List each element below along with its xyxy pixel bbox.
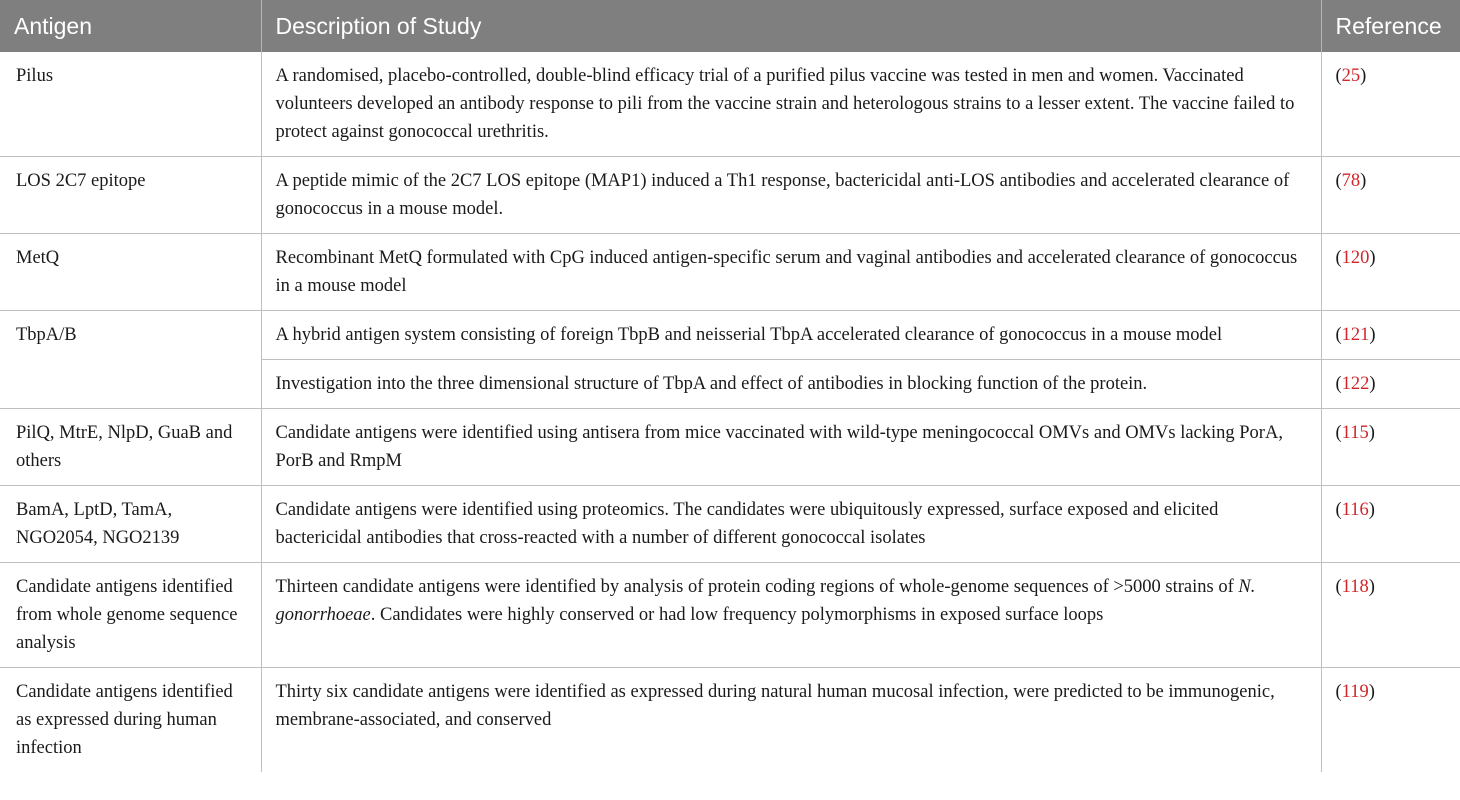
reference-link[interactable]: 121 (1341, 325, 1370, 345)
table-row (0, 157, 1460, 234)
description-cell: Investigation into the three dimensional structure of TbpA and effect of antibodies in blocking function of the protein. (261, 360, 1321, 409)
antigen-cell: PilQ, MtrE, NlpD, GuaB and others (0, 409, 261, 486)
antigen-cell: MetQ (0, 234, 261, 311)
table-row (0, 234, 1460, 311)
antigen-cell: TbpA/B (0, 311, 261, 409)
description-text: Thirteen candidate antigens were identified by analysis of protein coding regions of whole-genome sequences of >5000 strains of (275, 577, 1239, 597)
table-row (0, 563, 1460, 668)
reference-link[interactable]: 25 (1341, 66, 1361, 86)
table-row (0, 52, 1460, 157)
antigen-cell: Pilus (0, 52, 261, 157)
reference-link[interactable]: 116 (1341, 500, 1369, 520)
reference-cell: (78) (1321, 157, 1460, 234)
antigen-cell: Candidate antigens identified from whole genome sequence analysis (0, 563, 261, 668)
table-header-row (0, 0, 1460, 52)
header-antigen: Antigen (0, 0, 261, 52)
table-row (0, 311, 1460, 360)
description-text: . Candidates were highly conserved or had low frequency polymorphisms in exposed surface loops (370, 605, 1104, 625)
description-cell: Recombinant MetQ formulated with CpG induced antigen-specific serum and vaginal antibodies and accelerated clearance of gonococcus in a mouse model (261, 234, 1321, 311)
species-name: N. gonorrhoeae (275, 577, 1256, 625)
reference-link[interactable]: 119 (1341, 682, 1369, 702)
reference-cell: (115) (1321, 409, 1460, 486)
reference-cell: (116) (1321, 486, 1460, 563)
reference-cell: (120) (1321, 234, 1460, 311)
description-cell: Candidate antigens were identified using proteomics. The candidates were ubiquitously expressed, surface exposed and elicited bactericidal antibodies that cross-reacted with a number of different gonococcal isolates (261, 486, 1321, 563)
description-cell: A peptide mimic of the 2C7 LOS epitope (MAP1) induced a Th1 response, bactericidal anti-LOS antibodies and accelerated clearance of gonococcus in a mouse model. (261, 157, 1321, 234)
reference-link[interactable]: 120 (1341, 248, 1370, 268)
reference-link[interactable]: 78 (1341, 171, 1361, 191)
description-cell: A hybrid antigen system consisting of foreign TbpB and neisserial TbpA accelerated clearance of gonococcus in a mouse model (261, 311, 1321, 360)
reference-cell: (118) (1321, 563, 1460, 668)
description-cell: A randomised, placebo-controlled, double-blind efficacy trial of a purified pilus vaccine was tested in men and women. Vaccinated volunteers developed an antibody response to pili from the vaccine strain and heterologous strains to a lesser extent. The vaccine failed to protect against gonococcal urethritis. (261, 52, 1321, 157)
description-cell: Candidate antigens were identified using antisera from mice vaccinated with wild-type meningococcal OMVs and OMVs lacking PorA, PorB and RmpM (261, 409, 1321, 486)
antigen-cell: Candidate antigens identified as expressed during human infection (0, 668, 261, 773)
reference-cell: (119) (1335, 682, 1375, 702)
reference-link[interactable]: 122 (1341, 374, 1370, 394)
description-cell: Thirty six candidate antigens were identified as expressed during natural human mucosal infection, were predicted to be immunogenic, membrane-associated, and conserved (261, 668, 1321, 773)
reference-cell: (121) (1321, 311, 1460, 360)
reference-cell: (25) (1321, 52, 1460, 157)
reference-link[interactable]: 118 (1341, 577, 1369, 597)
table-row (0, 668, 1460, 773)
antigen-cell: BamA, LptD, TamA, NGO2054, NGO2139 (0, 486, 261, 563)
table-row (0, 409, 1460, 486)
table-row (0, 486, 1460, 563)
description-cell (261, 563, 1321, 668)
header-description: Description of Study (261, 0, 1321, 52)
header-reference: Reference (1321, 0, 1460, 52)
reference-cell: (122) (1321, 360, 1460, 409)
antigen-cell: LOS 2C7 epitope (0, 157, 261, 234)
reference-link[interactable]: 115 (1341, 423, 1369, 443)
